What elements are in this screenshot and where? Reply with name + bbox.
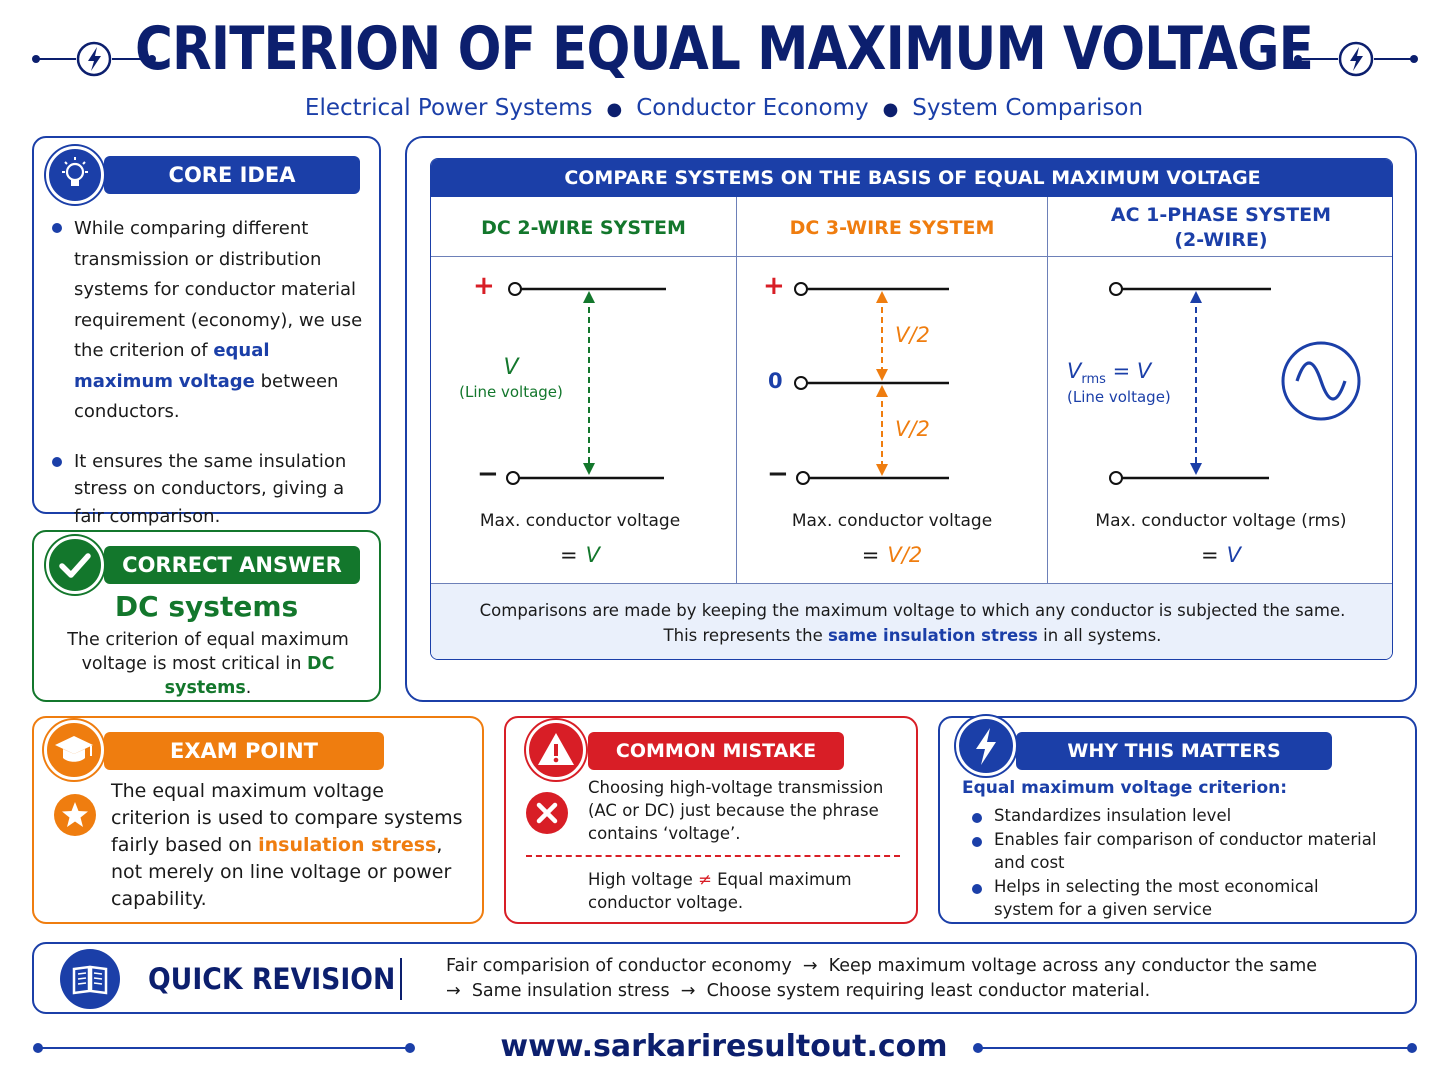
quick-revision-heading: QUICK REVISION [148, 962, 396, 996]
book-icon [60, 949, 120, 1009]
dc2-voltage-note: (Line voltage) [459, 383, 563, 401]
correct-answer-panel [32, 530, 381, 702]
star-icon [54, 794, 96, 836]
dc2-title: DC 2-WIRE SYSTEM [481, 217, 686, 239]
check-icon [46, 536, 104, 594]
bullet-separator: ● [882, 99, 899, 120]
why-matters-subheading: Equal maximum voltage criterion: [962, 778, 1288, 798]
why-matters-item: Enables fair comparison of conductor material and cost [968, 828, 1378, 874]
common-mistake-fact: High voltage ≠ Equal maximum conductor voltage. [588, 870, 852, 912]
page-title: CRITERION OF EQUAL MAXIMUM VOLTAGE [134, 14, 1314, 84]
dc2-max-value: = V [560, 543, 600, 567]
why-matters-heading: WHY THIS MATTERS [1016, 732, 1332, 770]
dc3-plus-sign: + [763, 271, 785, 301]
compare-table [430, 158, 1393, 660]
quick-revision-divider [400, 958, 402, 1000]
why-matters-list [968, 804, 1378, 921]
error-x-icon [526, 792, 568, 834]
core-idea-heading: CORE IDEA [104, 156, 360, 194]
quick-revision-panel [32, 942, 1417, 1014]
footer-right-dot [1407, 1043, 1417, 1053]
common-mistake-heading: COMMON MISTAKE [588, 732, 844, 770]
common-mistake-panel [504, 716, 918, 924]
dc3-zero-label: 0 [768, 369, 783, 393]
compare-panel [405, 136, 1417, 702]
dc2-plus-sign: + [473, 271, 495, 301]
dashed-divider [526, 855, 900, 857]
why-matters-panel [938, 716, 1417, 924]
ac1-max-value: = V [1201, 543, 1241, 567]
subtitle [0, 95, 1448, 121]
ac1-voltage-note: (Line voltage) [1067, 388, 1171, 406]
ac-source-icon [1283, 343, 1359, 419]
exam-point-panel [32, 716, 484, 924]
core-idea-bullet: It ensures the same insulation stress on conductors, giving a fair comparison. [48, 448, 368, 531]
dc2-minus-sign: − [477, 459, 499, 489]
exam-point-text: The equal maximum voltage criterion is used to compare systems fairly based on insulation stress, not merely on line voltage or power capability. [111, 780, 463, 910]
bullet-separator: ● [606, 99, 623, 120]
lightbulb-icon [46, 146, 104, 204]
dc3-title: DC 3-WIRE SYSTEM [789, 217, 995, 239]
why-matters-item: Helps in selecting the most economical system for a given service [968, 875, 1378, 921]
lightning-icon [956, 716, 1016, 776]
dc2-voltage: V [503, 355, 519, 380]
dc3-max-label: Max. conductor voltage [791, 511, 993, 531]
dc3-minus-sign: − [767, 459, 789, 489]
correct-answer-heading: CORRECT ANSWER [104, 546, 360, 584]
dc2-max-label: Max. conductor voltage [479, 511, 681, 531]
footer-website[interactable]: www.sarkariresultout.com [500, 1029, 948, 1064]
correct-answer-text: The criterion of equal maximum voltage is most critical in DC systems. [67, 630, 349, 698]
graduation-cap-icon [44, 720, 104, 780]
subtitle-item: System Comparison [912, 95, 1144, 121]
ac1-title: AC 1-PHASE SYSTEM (2-WIRE) [1110, 204, 1332, 251]
footer-right-line [978, 1047, 1412, 1049]
dc3-diagram [795, 283, 949, 484]
correct-answer-value: DC systems [114, 590, 299, 623]
ac1-max-label: Max. conductor voltage (rms) [1095, 511, 1347, 531]
compare-note: Comparisons are made by keeping the maximum voltage to which any conductor is subjected the same. This represents the same insulation stress in all systems. [431, 584, 1393, 660]
core-idea-bullet: While comparing different transmission or distribution systems for conductor material requirement (economy), we use the criterion of equal maximum voltage between conductors. [48, 214, 368, 428]
warning-icon [526, 720, 586, 780]
common-mistake-text: Choosing high-voltage transmission (AC or DC) just because the phrase contains ‘voltage’. [588, 778, 884, 843]
ac1-vrms: $V_{rms} = V$ [1067, 359, 1152, 388]
core-idea-bullets [48, 214, 368, 530]
subtitle-item: Electrical Power Systems [304, 95, 593, 121]
dc3-half-bottom: V/2 [895, 417, 930, 441]
subtitle-item: Conductor Economy [636, 95, 869, 121]
compare-heading: COMPARE SYSTEMS ON THE BASIS OF EQUAL MAXIMUM VOLTAGE [431, 159, 1393, 197]
core-idea-panel [32, 136, 381, 527]
quick-revision-text: Fair comparision of conductor economy → Keep maximum voltage across any conductor the same → Same insulation stress → Choose system requiring least conductor material. [446, 956, 1318, 1001]
why-matters-item: Standardizes insulation level [968, 804, 1378, 827]
dc3-half-top: V/2 [895, 323, 930, 347]
exam-point-heading: EXAM POINT [104, 732, 384, 770]
dc3-max-value: = V/2 [861, 543, 923, 567]
